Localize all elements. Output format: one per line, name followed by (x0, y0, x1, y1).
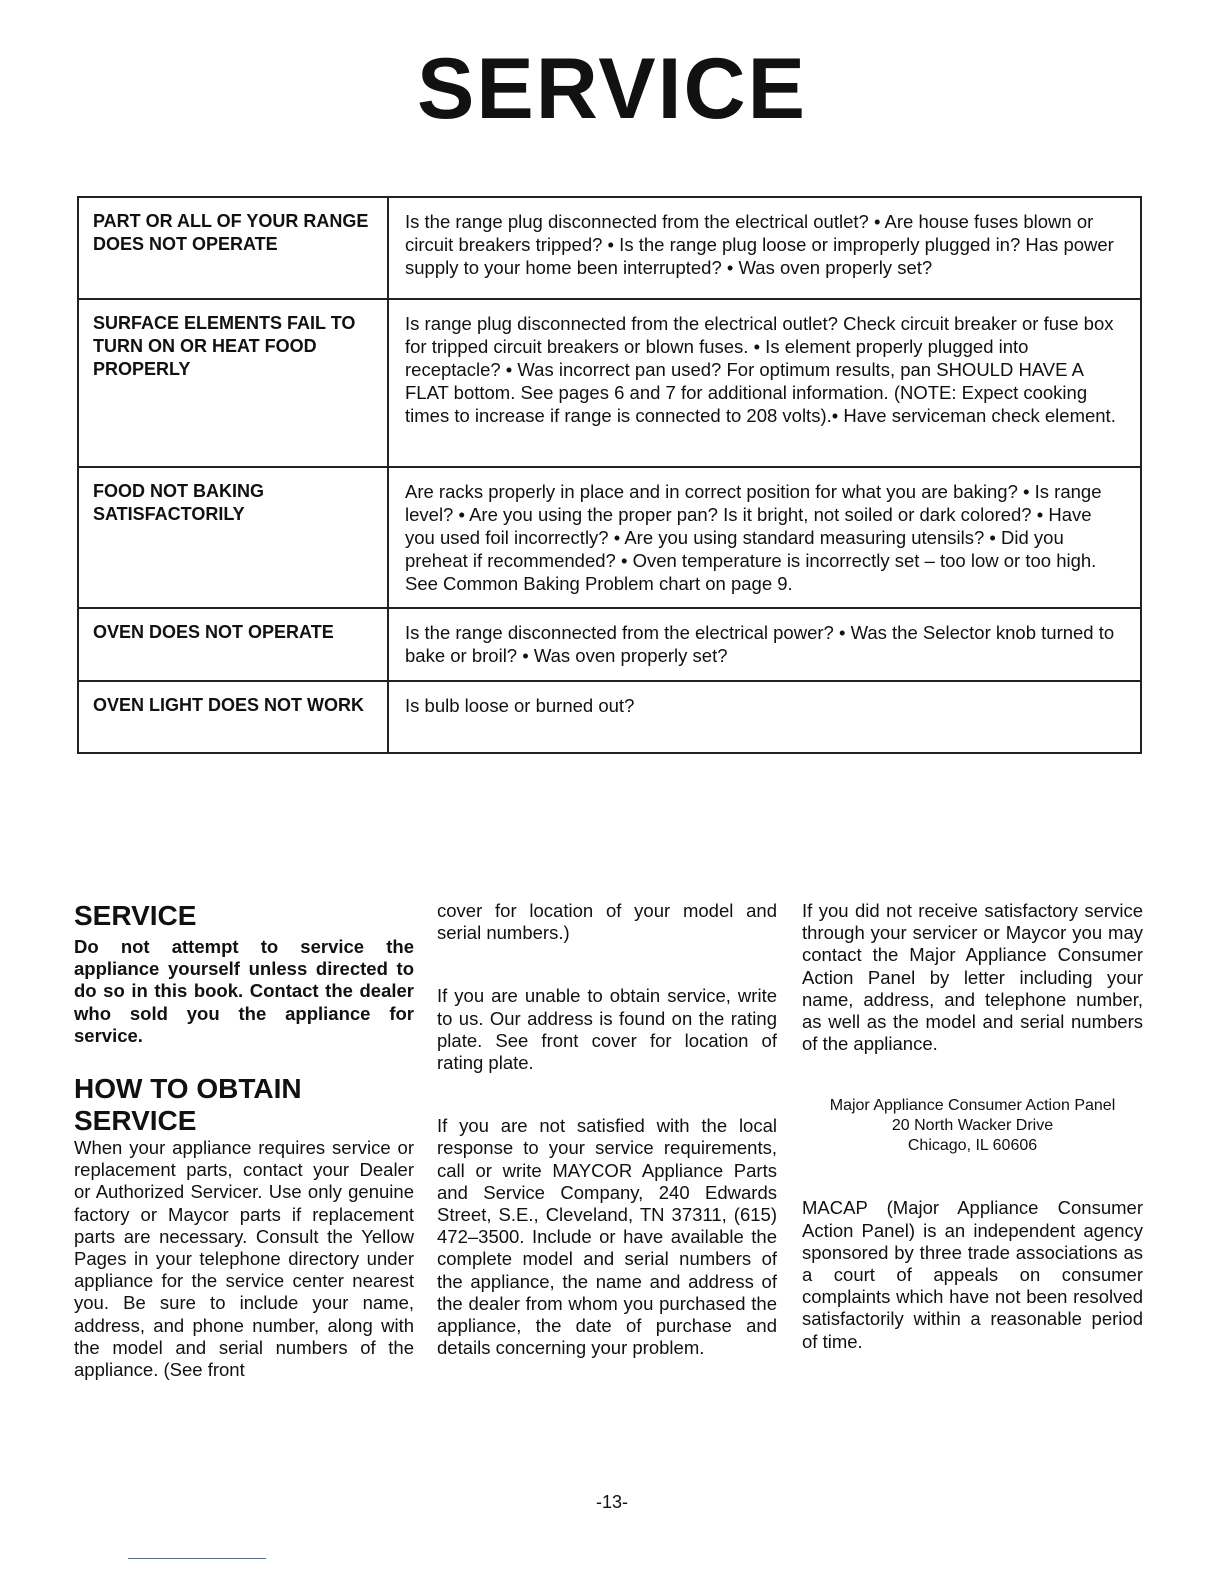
macap-address (802, 1096, 1143, 1156)
obtain-paragraph: When your appliance requires service or replacement parts, contact your Dealer or Authorized Servicer. Use only genuine factory or Maycor parts if replacement parts are necessary. Consult the Yellow Pages in your telephone directory under appliance for the service center nearest you. Be sure to include your name, address, and phone number, along with the model and serial numbers of the appliance. (See front (74, 1137, 414, 1381)
address-line: 20 North Wacker Drive (891, 1117, 1054, 1135)
page-number: -13- (595, 1492, 628, 1512)
obtain-service-heading (74, 1073, 414, 1137)
solution-cell: Is the range plug disconnected from the electrical outlet? • Are house fuses blown or circuit breakers tripped? • Is the range plug loose or improperly plugged in? Has power supply to your home been interrupted? • Was oven properly set? (388, 197, 1141, 299)
page-title: SERVICE (417, 41, 807, 137)
solution-cell: Are racks properly in place and in correct position for what you are baking? • Is range level? • Are you using the proper pan? Is it bright, not soiled or dark colored? • Have you used foil incorrectly? • Are you using standard measuring utensils? • Did you preheat if recommended? • Oven temperature is incorrectly set – too low or too high. See Common Baking Problem chart on page 9. (388, 467, 1141, 608)
service-warning: Do not attempt to service the appliance yourself unless directed to do so in this book. Contact the dealer who sold you the appliance for service. (74, 936, 414, 1046)
solution-cell: Is range plug disconnected from the electrical outlet? Check circuit breaker or fuse box for tripped circuit breakers or blown fuses. • Is element properly plugged into receptacle? • Was incorrect pan used? For optimum results, pan SHOULD HAVE A FLAT bottom. See pages 6 and 7 for additional information. (NOTE: Expect cooking times to increase if range is connected to 208 volts).• Have serviceman check element. (388, 299, 1141, 467)
problem-cell: FOOD NOT BAKING SATISFACTORILY (78, 467, 388, 608)
table-row (78, 197, 1141, 299)
macap-description-paragraph: MACAP (Major Appliance Consumer Action Panel) is an independent agency sponsored by three trade associations as a court of appeals on consumer complaints which have not been resolved satisfactorily within a reasonable period of time. (802, 1197, 1143, 1352)
maycor-paragraph: If you are not satisfied with the local response to your service requirements, call or write MAYCOR Appliance Parts and Service Company, 240 Edwards Street, S.E., Cleveland, TN 37311, (615) 472–3500. Include or have available the complete model and serial numbers of the appliance, the name and address of the dealer from whom you purchased the appliance, the date of purchase and details concerning your problem. (437, 1115, 777, 1359)
solution-cell: Is bulb loose or burned out? (388, 681, 1141, 753)
column-left (74, 900, 414, 1381)
table-row (78, 681, 1141, 753)
problem-cell: SURFACE ELEMENTS FAIL TO TURN ON OR HEAT FOOD PROPERLY (78, 299, 388, 467)
write-us-paragraph: If you are unable to obtain service, write to us. Our address is found on the rating plate. See front cover for location of rating plate. (437, 985, 777, 1074)
column-right (802, 900, 1143, 1353)
table-row (78, 608, 1141, 681)
table-row (78, 467, 1141, 608)
macap-contact-paragraph: If you did not receive satisfactory service through your servicer or Maycor you may contact the Major Appliance Consumer Action Panel by letter including your name, address, and telephone number, as well as the model and serial numbers of the appliance. (802, 900, 1143, 1055)
solution-cell: Is the range disconnected from the electrical power? • Was the Selector knob turned to bake or broil? • Was oven properly set? (388, 608, 1141, 681)
footer-rule (128, 1558, 266, 1559)
obtain-heading-line2: SERVICE (74, 1105, 197, 1137)
problem-cell: OVEN DOES NOT OPERATE (78, 608, 388, 681)
address-line: Major Appliance Consumer Action Panel (829, 1097, 1116, 1115)
table-row (78, 299, 1141, 467)
obtain-paragraph-continued: cover for location of your model and serial numbers.) (437, 900, 777, 944)
obtain-heading-line1: HOW TO OBTAIN (74, 1073, 302, 1105)
troubleshooting-table (77, 196, 1142, 754)
address-line: Chicago, IL 60606 (907, 1137, 1038, 1155)
problem-cell: OVEN LIGHT DOES NOT WORK (78, 681, 388, 753)
problem-cell: PART OR ALL OF YOUR RANGE DOES NOT OPERATE (78, 197, 388, 299)
service-heading: SERVICE (74, 900, 197, 931)
column-middle (437, 900, 777, 1359)
